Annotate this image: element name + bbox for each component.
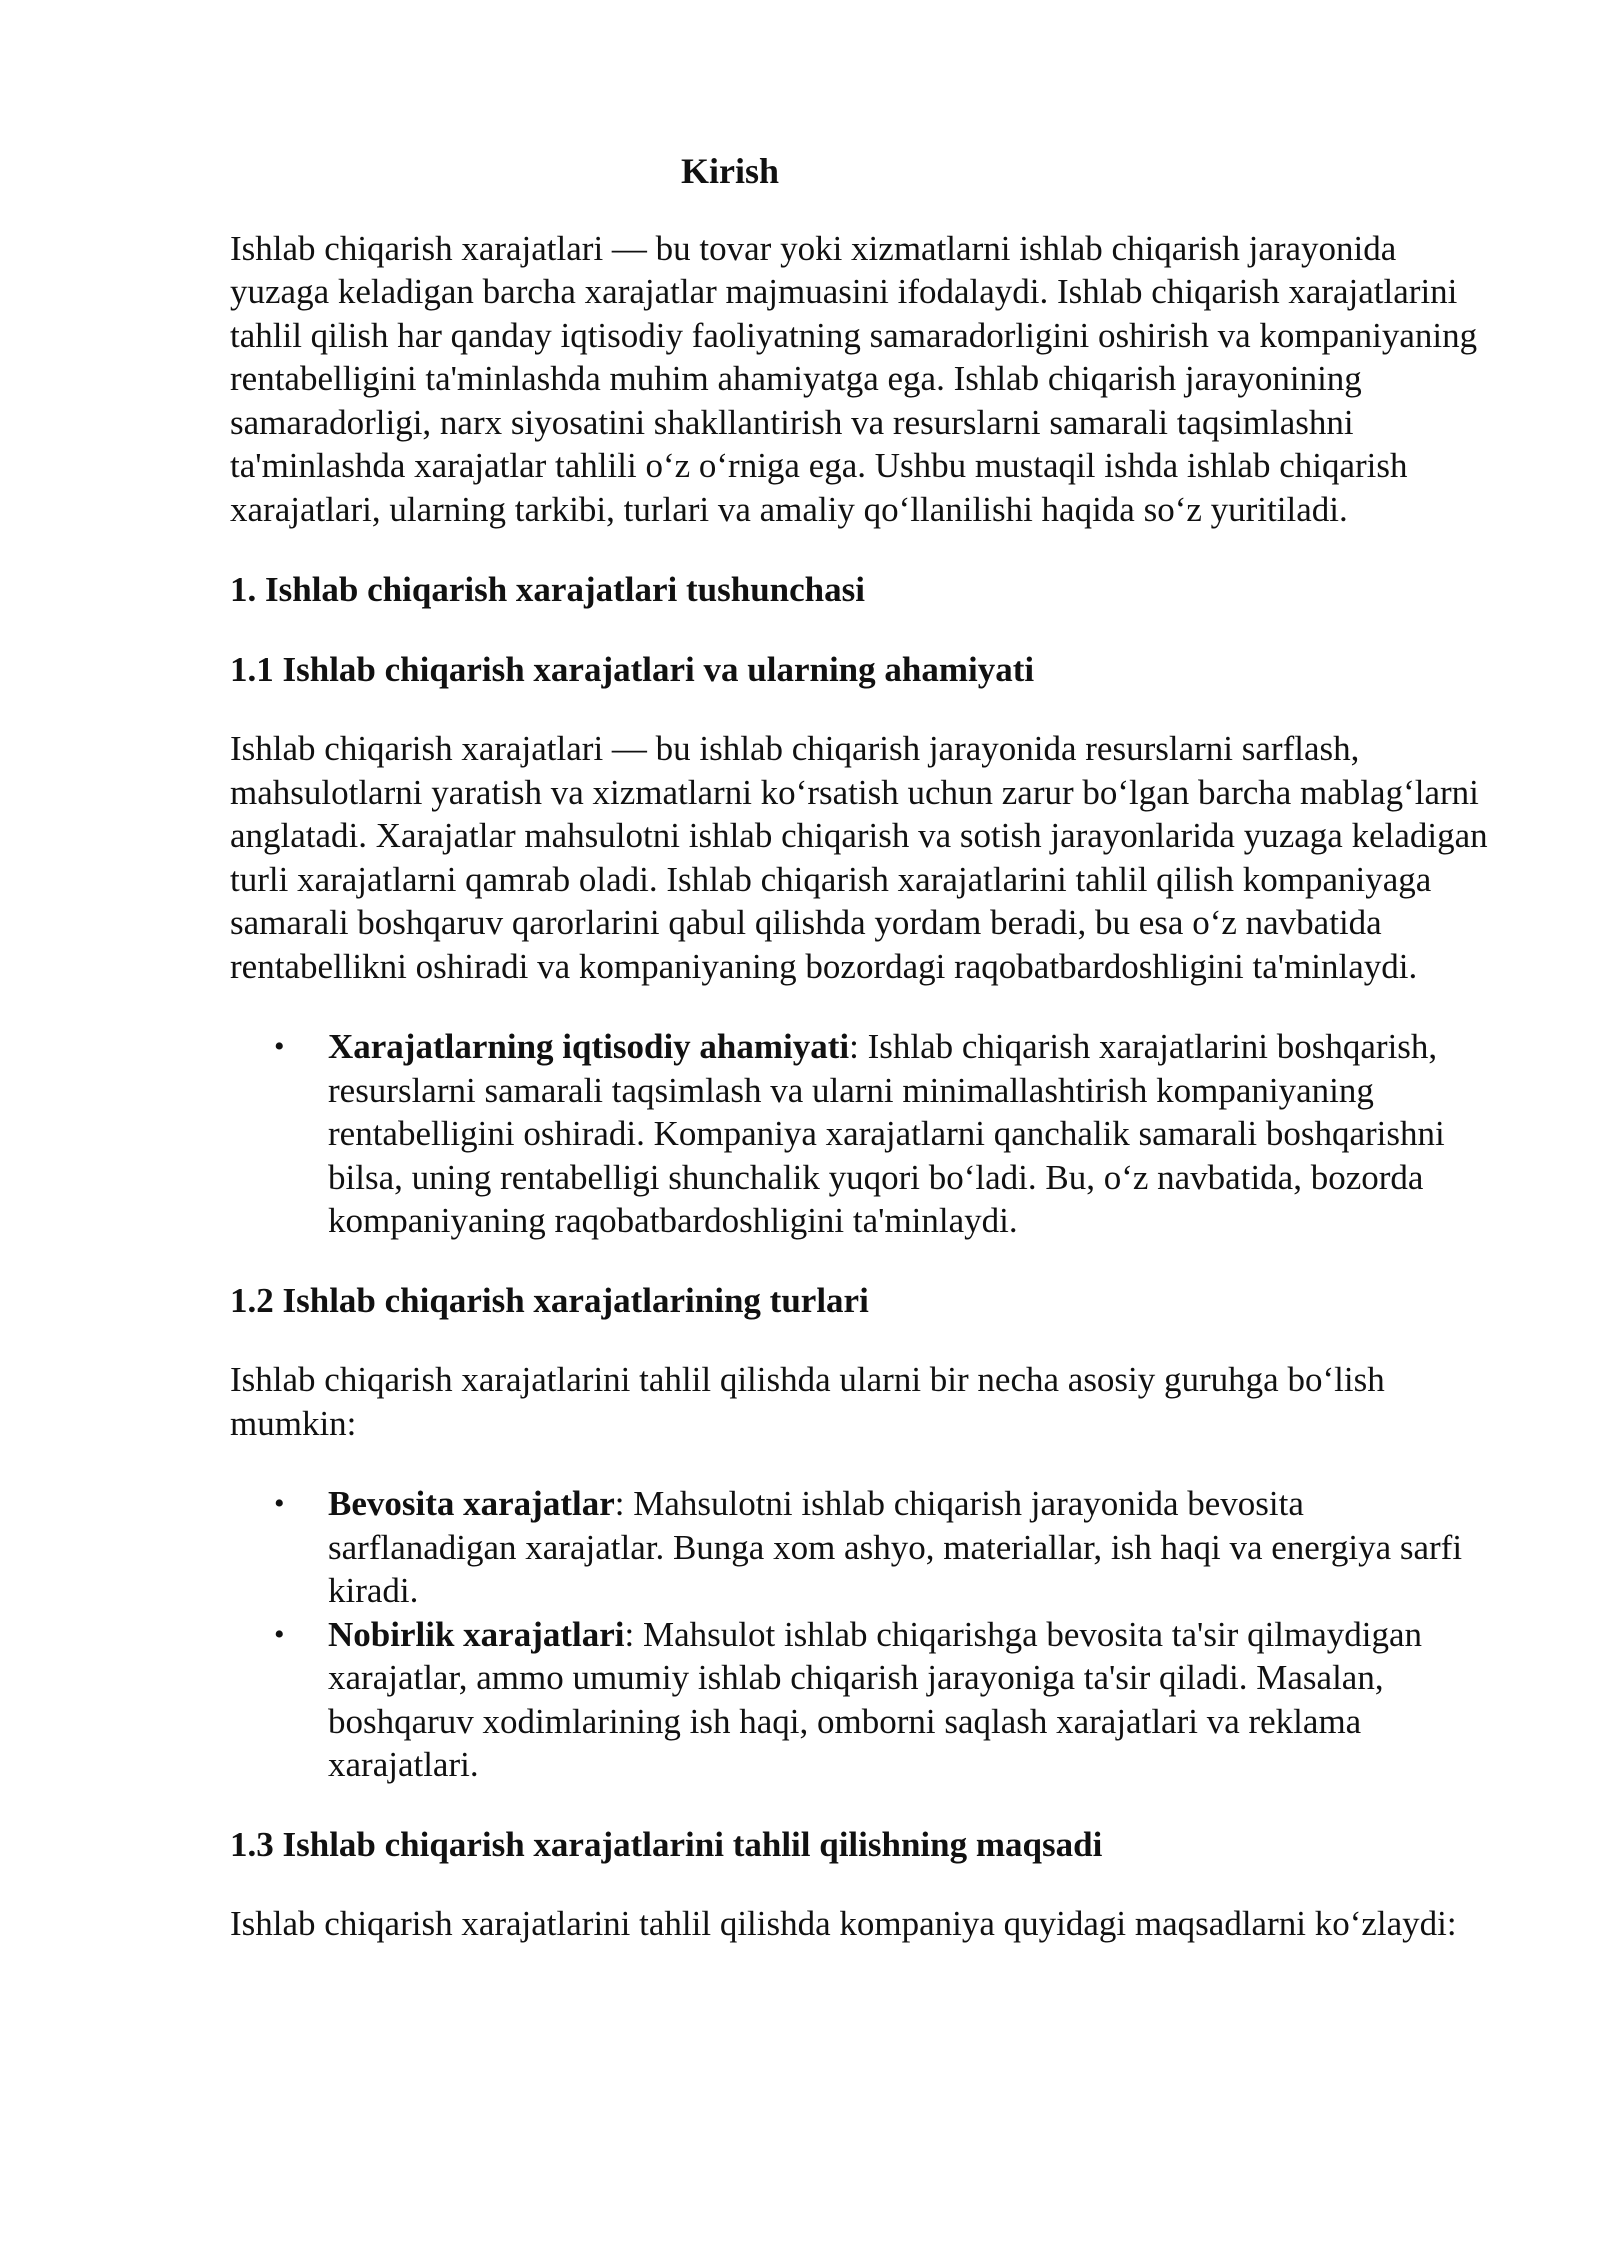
bullet-term: Xarajatlarning iqtisodiy ahamiyati: [328, 1027, 850, 1066]
bullet-icon: •: [274, 1617, 285, 1651]
section-1-2-bullet-list: [230, 1482, 1500, 1787]
section-1-1-heading: 1.1 Ishlab chiqarish xarajatlari va ularning ahamiyati: [230, 649, 1035, 689]
bullet-term: Nobirlik xarajatlari: [328, 1614, 625, 1654]
section-1-3-heading: 1.3 Ishlab chiqarish xarajatlarini tahlil qilishning maqsadi: [230, 1824, 1103, 1864]
bullet-text: : Ishlab chiqarish xarajatlarini boshqarish, resurslarni samarali taqsimlash va ularni minimallashtirish kompaniyaning rentabelligini oshiradi. Kompaniya xarajatlarni qanchalik samarali boshqarishni bilsa, uning rentabelligi shunchalik yuqori bo‘ladi. Bu, o‘z navbatida, bozorda kompaniyaning raqobatbardoshligini ta'minlaydi.: [328, 1027, 1445, 1240]
bullet-text: : Mahsulot ishlab chiqarishga bevosita ta'sir qilmaydigan xarajatlar, ammo umumiy ishlab chiqarish jarayoniga ta'sir qiladi. Masalan, boshqaruv xodimlarining ish haqi, omborni saqlash xarajatlari va reklama xarajatlari.: [328, 1614, 1423, 1784]
section-1-2-heading: 1.2 Ishlab chiqarish xarajatlarining turlari: [230, 1280, 869, 1320]
section-1-3-paragraph: Ishlab chiqarish xarajatlarini tahlil qilishda kompaniya quyidagi maqsadlarni ko‘zlaydi:: [230, 1904, 1457, 1943]
bullet-item-direct-costs: [274, 1482, 1500, 1613]
section-1-2-paragraph: Ishlab chiqarish xarajatlarini tahlil qilishda ularni bir necha asosiy guruhga bo‘lish mumkin:: [230, 1360, 1385, 1443]
bullet-icon: •: [274, 1030, 285, 1063]
bullet-item-indirect-costs: [274, 1613, 1500, 1787]
section-1-heading: 1. Ishlab chiqarish xarajatlari tushunchasi: [230, 570, 865, 609]
intro-paragraph: Ishlab chiqarish xarajatlari — bu tovar yoki xizmatlarni ishlab chiqarish jarayonida yuzaga keladigan barcha xarajatlar majmuasini ifodalaydi. Ishlab chiqarish xarajatlarini tahlil qilish har qanday iqtisodiy faoliyatning samaradorligini oshirish va kompaniyaning rentabelligini ta'minlashda muhim ahamiyatga ega. Ishlab chiqarish jarayonining samaradorligi, narx siyosatini shakllantirish va resurslarni samarali taqsimlashni ta'minlashda xarajatlar tahlili o‘z o‘rniga ega. Ushbu mustaqil ishda ishlab chiqarish xarajatlari, ularning tarkibi, turlari va amaliy qo‘llanilishi haqida so‘z yuritiladi.: [230, 228, 1478, 529]
document-title: Kirish: [680, 151, 779, 191]
bullet-term: Bevosita xarajatlar: [328, 1484, 615, 1523]
document-page: [230, 150, 1500, 1983]
bullet-icon: •: [274, 1487, 285, 1520]
bullet-item-economic-importance: [274, 1025, 1500, 1243]
section-1-1-paragraph: Ishlab chiqarish xarajatlari — bu ishlab chiqarish jarayonida resurslarni sarflash, mahsulotlarni yaratish va xizmatlarni ko‘rsatish uchun zarur bo‘lgan barcha mablag‘larni anglatadi. Xarajatlar mahsulotni ishlab chiqarish va sotish jarayonlarida yuzaga keladigan turli xarajatlarni qamrab oladi. Ishlab chiqarish xarajatlarini tahlil qilish kompaniyaga samarali boshqaruv qarorlarini qabul qilishda yordam beradi, bu esa o‘z navbatida rentabellikni oshiradi va kompaniyaning bozordagi raqobatbardoshligini ta'minlaydi.: [230, 729, 1488, 986]
bullet-text: : Mahsulotni ishlab chiqarish jarayonida bevosita sarflanadigan xarajatlar. Bunga xom ashyo, materiallar, ish haqi va energiya sarfi kiradi.: [328, 1484, 1463, 1610]
section-1-1-bullet-list: [230, 1025, 1500, 1243]
